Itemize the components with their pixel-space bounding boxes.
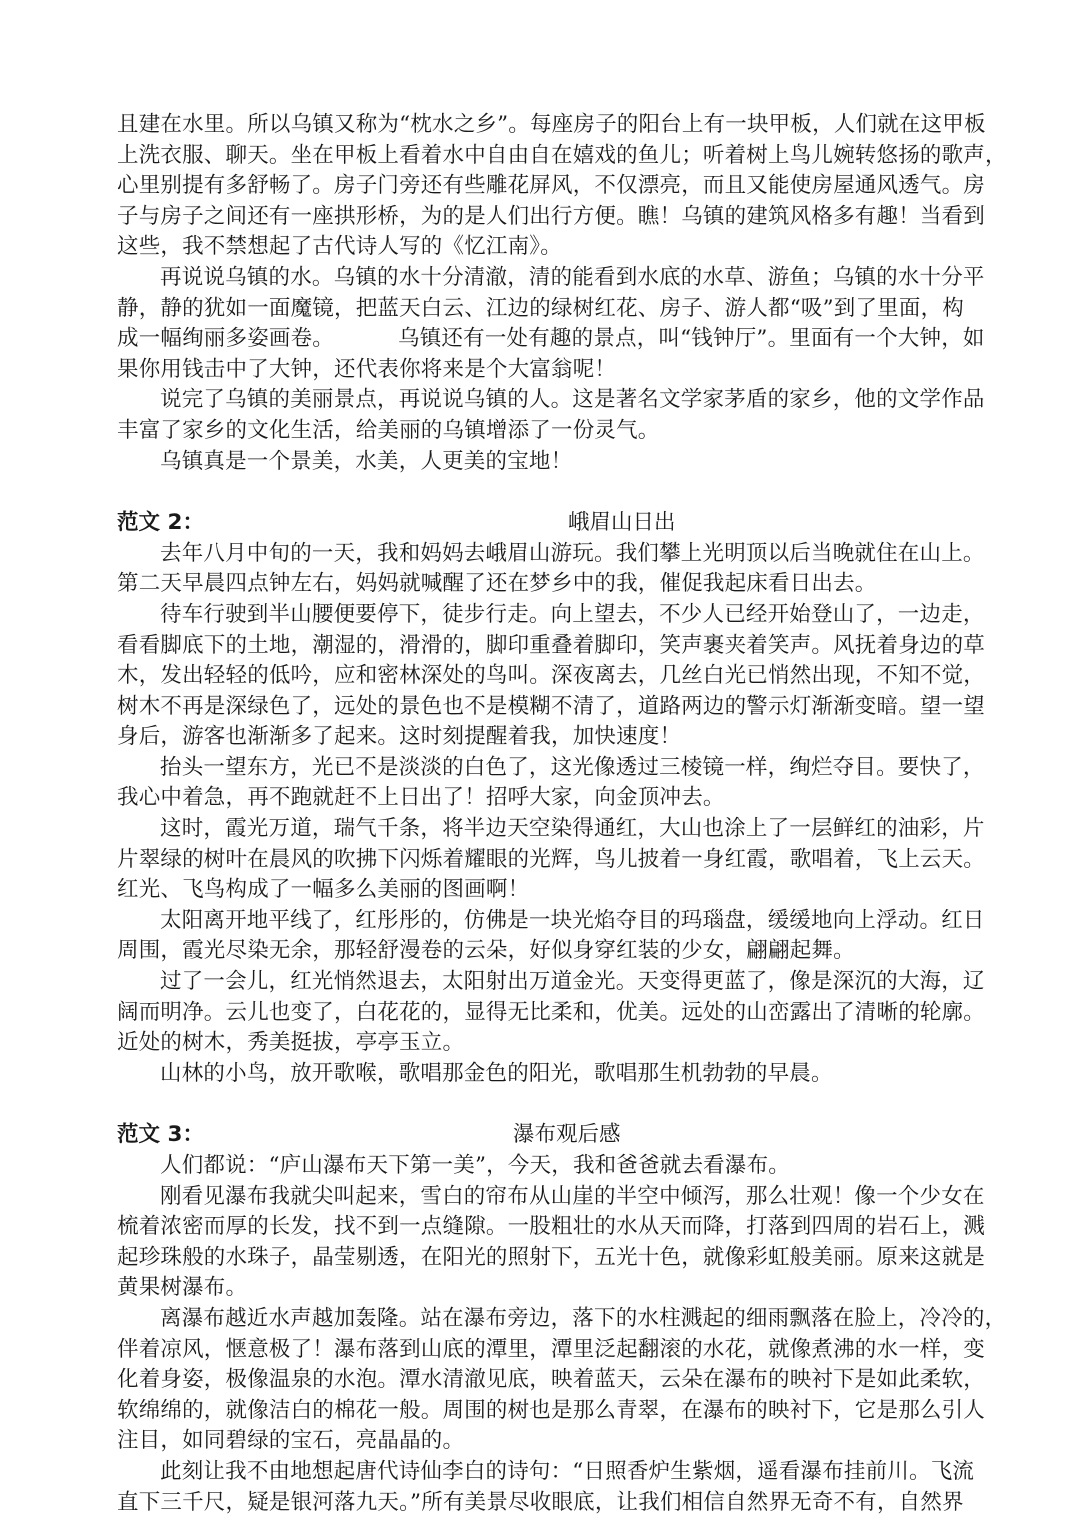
text-line: 起珍珠般的水珠子，晶莹剔透，在阳光的照射下，五光十色，就像彩虹般美丽。原来这就是	[117, 1244, 986, 1270]
text-line: 子与房子之间还有一座拱形桥，为的是人们出行方便。瞧！乌镇的建筑风格多有趣！当看到	[117, 203, 986, 229]
essay-3-heading	[117, 1120, 967, 1151]
text-line: 上洗衣服、聊天。坐在甲板上看着水中自由自在嬉戏的鱼儿；听着树上鸟儿婉转悠扬的歌声，	[117, 142, 1007, 168]
text-line: 身后，游客也渐渐多了起来。这时刻提醒着我，加快速度！	[117, 724, 682, 750]
text-line: 软绵绵的，就像洁白的棉花一般。周围的树也是那么青翠，在瀑布的映衬下，它是那么引人	[117, 1397, 986, 1423]
text-line: 待车行驶到半山腰便要停下，徒步行走。向上望去，不少人已经开始登山了，一边走，	[160, 601, 985, 627]
text-line: 过了一会儿，红光悄然退去，太阳射出万道金光。天变得更蓝了，像是深沉的大海，辽	[160, 969, 985, 995]
text-line: 人们都说：“庐山瀑布天下第一美”，今天，我和爸爸就去看瀑布。	[160, 1153, 790, 1178]
essay-2-label: 范文 2：	[117, 510, 204, 536]
text-line: 梳着浓密而厚的长发，找不到一点缝隙。一股粗壮的水从天而降，打落到四周的岩石上，溅	[117, 1214, 986, 1240]
text-line: 山林的小鸟，放开歌喉，歌唱那金色的阳光，歌唱那生机勃勃的早晨。	[160, 1060, 833, 1086]
essay-2-title: 峨眉山日出	[568, 510, 676, 536]
text-line: 乌镇真是一个景美，水美，人更美的宝地！	[160, 448, 573, 474]
text-line: 红光、飞鸟构成了一幅多么美丽的图画啊！	[117, 877, 530, 903]
text-line: 去年八月中旬的一天，我和妈妈去峨眉山游玩。我们攀上光明顶以后当晚就住在山上。	[160, 540, 985, 566]
text-line: 木，发出轻轻的低吟，应和密林深处的鸟叫。深夜离去，几丝白光已悄然出现，不知不觉，	[117, 663, 986, 689]
text-line: 抬头一望东方，光已不是淡淡的白色了，这光像透过三棱镜一样，绚烂夺目。要快了，	[160, 754, 985, 780]
text-line: 直下三千尺，疑是银河落九天。”所有美景尽收眼底，让我们相信自然界无奇不有，自然界	[117, 1489, 964, 1515]
text-line: 果你用钱击中了大钟，还代表你将来是个大富翁呢！	[117, 356, 617, 382]
essay-2-heading	[117, 508, 967, 539]
text-line: 第二天早晨四点钟左右，妈妈就喊醒了还在梦乡中的我，催促我起床看日出去。	[117, 571, 877, 597]
text-line: 看看脚底下的土地，潮湿的，滑滑的，脚印重叠着脚印，笑声裹夹着笑声。风抚着身边的草	[117, 632, 986, 658]
text-line	[117, 324, 985, 355]
text-line: 静，静的犹如一面魔镜，把蓝天白云、江边的绿树红花、房子、游人都“吸”到了里面，构	[117, 295, 964, 321]
text-line: 说完了乌镇的美丽景点，再说说乌镇的人。这是著名文学家茅盾的家乡，他的文学作品	[160, 387, 985, 413]
text-line: 片翠绿的树叶在晨风的吹拂下闪烁着耀眼的光辉，鸟儿披着一身红霞，歌唱着，飞上云天。	[117, 846, 986, 872]
text-line: 阔而明净。云儿也变了，白花花的，显得无比柔和，优美。远处的山峦露出了清晰的轮廓。	[117, 999, 986, 1025]
text-line: 丰富了家乡的文化生活，给美丽的乌镇增添了一份灵气。	[117, 417, 660, 443]
essay-3-body	[117, 1151, 1007, 1518]
essay-3-label: 范文 3：	[117, 1122, 204, 1148]
essay-2-body	[117, 539, 986, 1090]
text-line: 再说说乌镇的水。乌镇的水十分清澈，清的能看到水底的水草、游鱼；乌镇的水十分平	[160, 264, 985, 290]
text-line: 注目，如同碧绿的宝石，亮晶晶的。	[117, 1428, 465, 1454]
text-line: 太阳离开地平线了，红彤彤的，仿佛是一块光焰夺目的玛瑙盘，缓缓地向上浮动。红日	[160, 907, 985, 933]
text-line: 树木不再是深绿色了，远处的景色也不是模糊不清了，道路两边的警示灯渐渐变暗。望一望	[117, 693, 986, 719]
document-page	[117, 110, 1007, 1518]
text-line: 伴着凉风，惬意极了！瀑布落到山底的潭里，潭里泛起翻滚的水花，就像煮沸的水一样，变	[117, 1336, 986, 1362]
text-line: 刚看见瀑布我就尖叫起来，雪白的帘布从山崖的半空中倾泻，那么壮观！像一个少女在	[160, 1183, 985, 1209]
text-line: 心里别提有多舒畅了。房子门旁还有些雕花屏风，不仅漂亮，而且又能使房屋通风透气。房	[117, 173, 986, 199]
essay-3-title: 瀑布观后感	[513, 1122, 621, 1148]
text-line: 化着身姿，极像温泉的水泡。潭水清澈见底，映着蓝天，云朵在瀑布的映衬下是如此柔软，	[117, 1367, 986, 1393]
text-segment: 乌镇还有一处有趣的景点，叫“钱钟厅”。里面有一个大钟，如	[398, 326, 985, 352]
text-line: 近处的树木，秀美挺拔，亭亭玉立。	[117, 1030, 465, 1056]
text-line: 离瀑布越近水声越加轰隆。站在瀑布旁边，落下的水柱溅起的细雨飘落在脸上，冷冷的，	[160, 1305, 1007, 1331]
text-line: 我心中着急，再不跑就赶不上日出了！招呼大家，向金顶冲去。	[117, 785, 725, 811]
text-line: 这时，霞光万道，瑞气千条，将半边天空染得通红，大山也涂上了一层鲜红的油彩，片	[160, 816, 985, 842]
essay-1-body	[117, 110, 1007, 477]
text-line: 周围，霞光尽染无余，那轻舒漫卷的云朵，好似身穿红装的少女，翩翩起舞。	[117, 938, 855, 964]
text-line: 此刻让我不由地想起唐代诗仙李白的诗句：“日照香炉生紫烟，遥看瀑布挂前川。飞流	[160, 1458, 975, 1484]
text-segment: 成一幅绚丽多姿画卷。	[117, 326, 335, 352]
text-line: 且建在水里。所以乌镇又称为“枕水之乡”。每座房子的阳台上有一块甲板，人们就在这甲板	[117, 112, 986, 137]
text-line: 黄果树瀑布。	[117, 1275, 248, 1301]
text-line: 这些，我不禁想起了古代诗人写的《忆江南》。	[117, 234, 562, 260]
